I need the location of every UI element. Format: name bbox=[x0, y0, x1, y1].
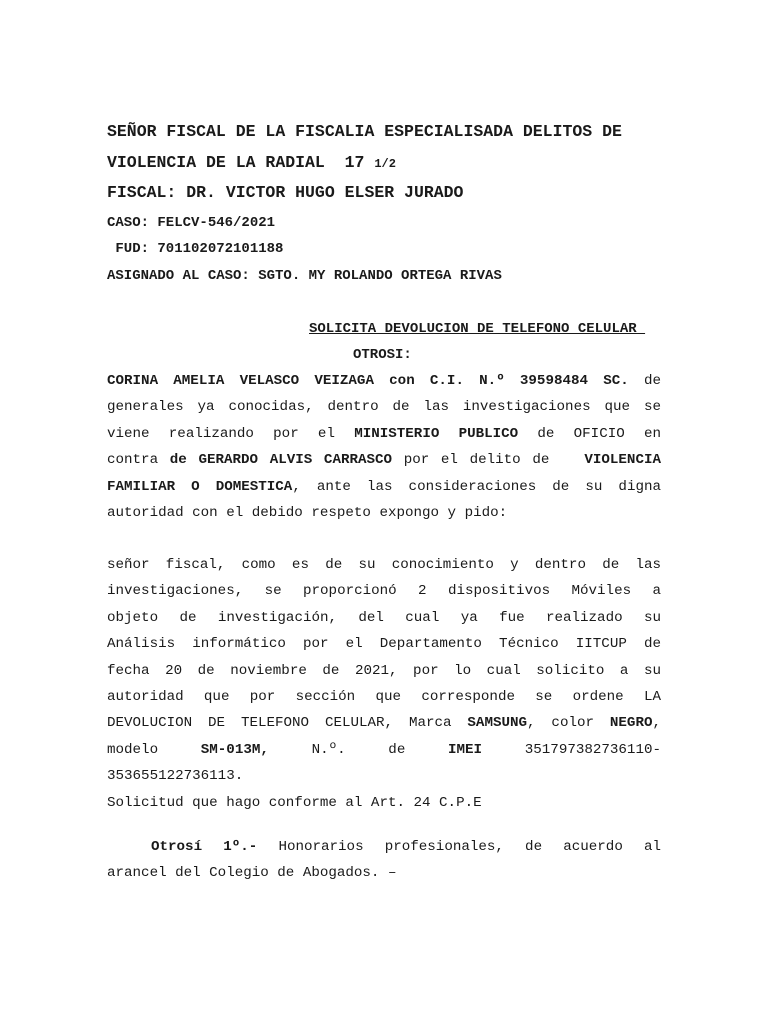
body-text: N.º. de bbox=[268, 741, 449, 758]
intro-line-5 bbox=[107, 474, 661, 500]
intro-text: viene realizando por el bbox=[107, 425, 355, 442]
petitioner-name: CORINA AMELIA VELASCO VEIZAGA con C.I. N.º 39598484 SC. bbox=[107, 373, 629, 389]
body-text: DEVOLUCION DE TELEFONO CELULAR, Marca bbox=[107, 715, 468, 732]
phone-brand: SAMSUNG bbox=[467, 715, 528, 732]
body-text: , bbox=[652, 715, 661, 732]
imei-number: 351797382736110- bbox=[482, 741, 661, 758]
body-line-7 bbox=[107, 710, 661, 736]
offense-name: VIOLENCIA bbox=[584, 452, 661, 469]
body-line-1: señor fiscal, como es de su conocimiento y dentro de las bbox=[107, 557, 661, 573]
page-number: 1/2 bbox=[374, 157, 396, 171]
body-line-10: Solicitud que hago conforme al Art. 24 C.P.E bbox=[107, 794, 482, 811]
phone-model: SM-013M, bbox=[200, 741, 269, 758]
intro-line-1 bbox=[107, 368, 661, 394]
imei-label: IMEI bbox=[448, 741, 483, 758]
intro-line-2: generales ya conocidas, dentro de las investigaciones que se bbox=[107, 399, 661, 416]
intro-text: por el delito de bbox=[392, 452, 585, 469]
ministry-name: MINISTERIO PUBLICO bbox=[354, 425, 519, 442]
case-number: CASO: FELCV-546/2021 bbox=[107, 215, 276, 231]
fiscal-name: FISCAL: DR. VICTOR HUGO ELSER JURADO bbox=[107, 183, 464, 202]
intro-line-3 bbox=[107, 421, 661, 447]
body-line-3: objeto de investigación, del cual ya fue realizado su bbox=[107, 609, 661, 626]
otrosi-1-label: Otrosí 1º.- bbox=[151, 839, 258, 855]
body-line-4: Análisis informático por el Departamento Técnico IITCUP de bbox=[107, 636, 661, 653]
body-line-9: 353655122736113. bbox=[107, 768, 244, 785]
intro-text: de OFICIO en bbox=[518, 425, 661, 442]
intro-line-6: autoridad con el debido respeto expongo y pido: bbox=[107, 505, 508, 522]
fud-number: FUD: 701102072101188 bbox=[107, 241, 284, 257]
body-line-6: autoridad que por sección que corresponde se ordene LA bbox=[107, 689, 661, 706]
accused-name: de GERARDO ALVIS CARRASCO bbox=[169, 452, 393, 469]
header-line-1: SEÑOR FISCAL DE LA FISCALIA ESPECIALISADA DELITOS DE bbox=[107, 122, 622, 141]
header-line-2 bbox=[107, 153, 396, 174]
subject-title: SOLICITA DEVOLUCION DE TELEFONO CELULAR bbox=[309, 321, 646, 337]
body-text: modelo bbox=[107, 741, 201, 758]
intro-text: , ante las consideraciones de su digna bbox=[292, 478, 661, 495]
body-line-8 bbox=[107, 737, 661, 763]
assigned-officer: ASIGNADO AL CASO: SGTO. MY ROLANDO ORTEGA RIVAS bbox=[107, 268, 502, 284]
intro-line-4 bbox=[107, 447, 661, 473]
header-line-2-text: VIOLENCIA DE LA RADIAL 17 bbox=[107, 153, 365, 172]
body-text: , color bbox=[527, 715, 610, 732]
otrosi-1-paragraph bbox=[107, 834, 661, 887]
intro-text: contra bbox=[107, 452, 170, 469]
otrosi-heading: OTROSI: bbox=[353, 347, 412, 363]
intro-paragraph bbox=[107, 368, 661, 526]
intro-text: de bbox=[628, 373, 661, 389]
otrosi-1-text: Honorarios profesionales, de acuerdo al bbox=[257, 839, 662, 855]
phone-color: NEGRO bbox=[609, 715, 653, 732]
offense-name: FAMILIAR O DOMESTICA bbox=[107, 478, 293, 495]
request-paragraph bbox=[107, 552, 661, 816]
otrosi-1-line-2: arancel del Colegio de Abogados. – bbox=[107, 865, 397, 882]
otrosi-1-line-1 bbox=[107, 834, 661, 860]
body-line-2: investigaciones, se proporcionó 2 dispositivos Móviles a bbox=[107, 583, 661, 600]
body-line-5: fecha 20 de noviembre de 2021, por lo cual solicito a su bbox=[107, 662, 661, 679]
